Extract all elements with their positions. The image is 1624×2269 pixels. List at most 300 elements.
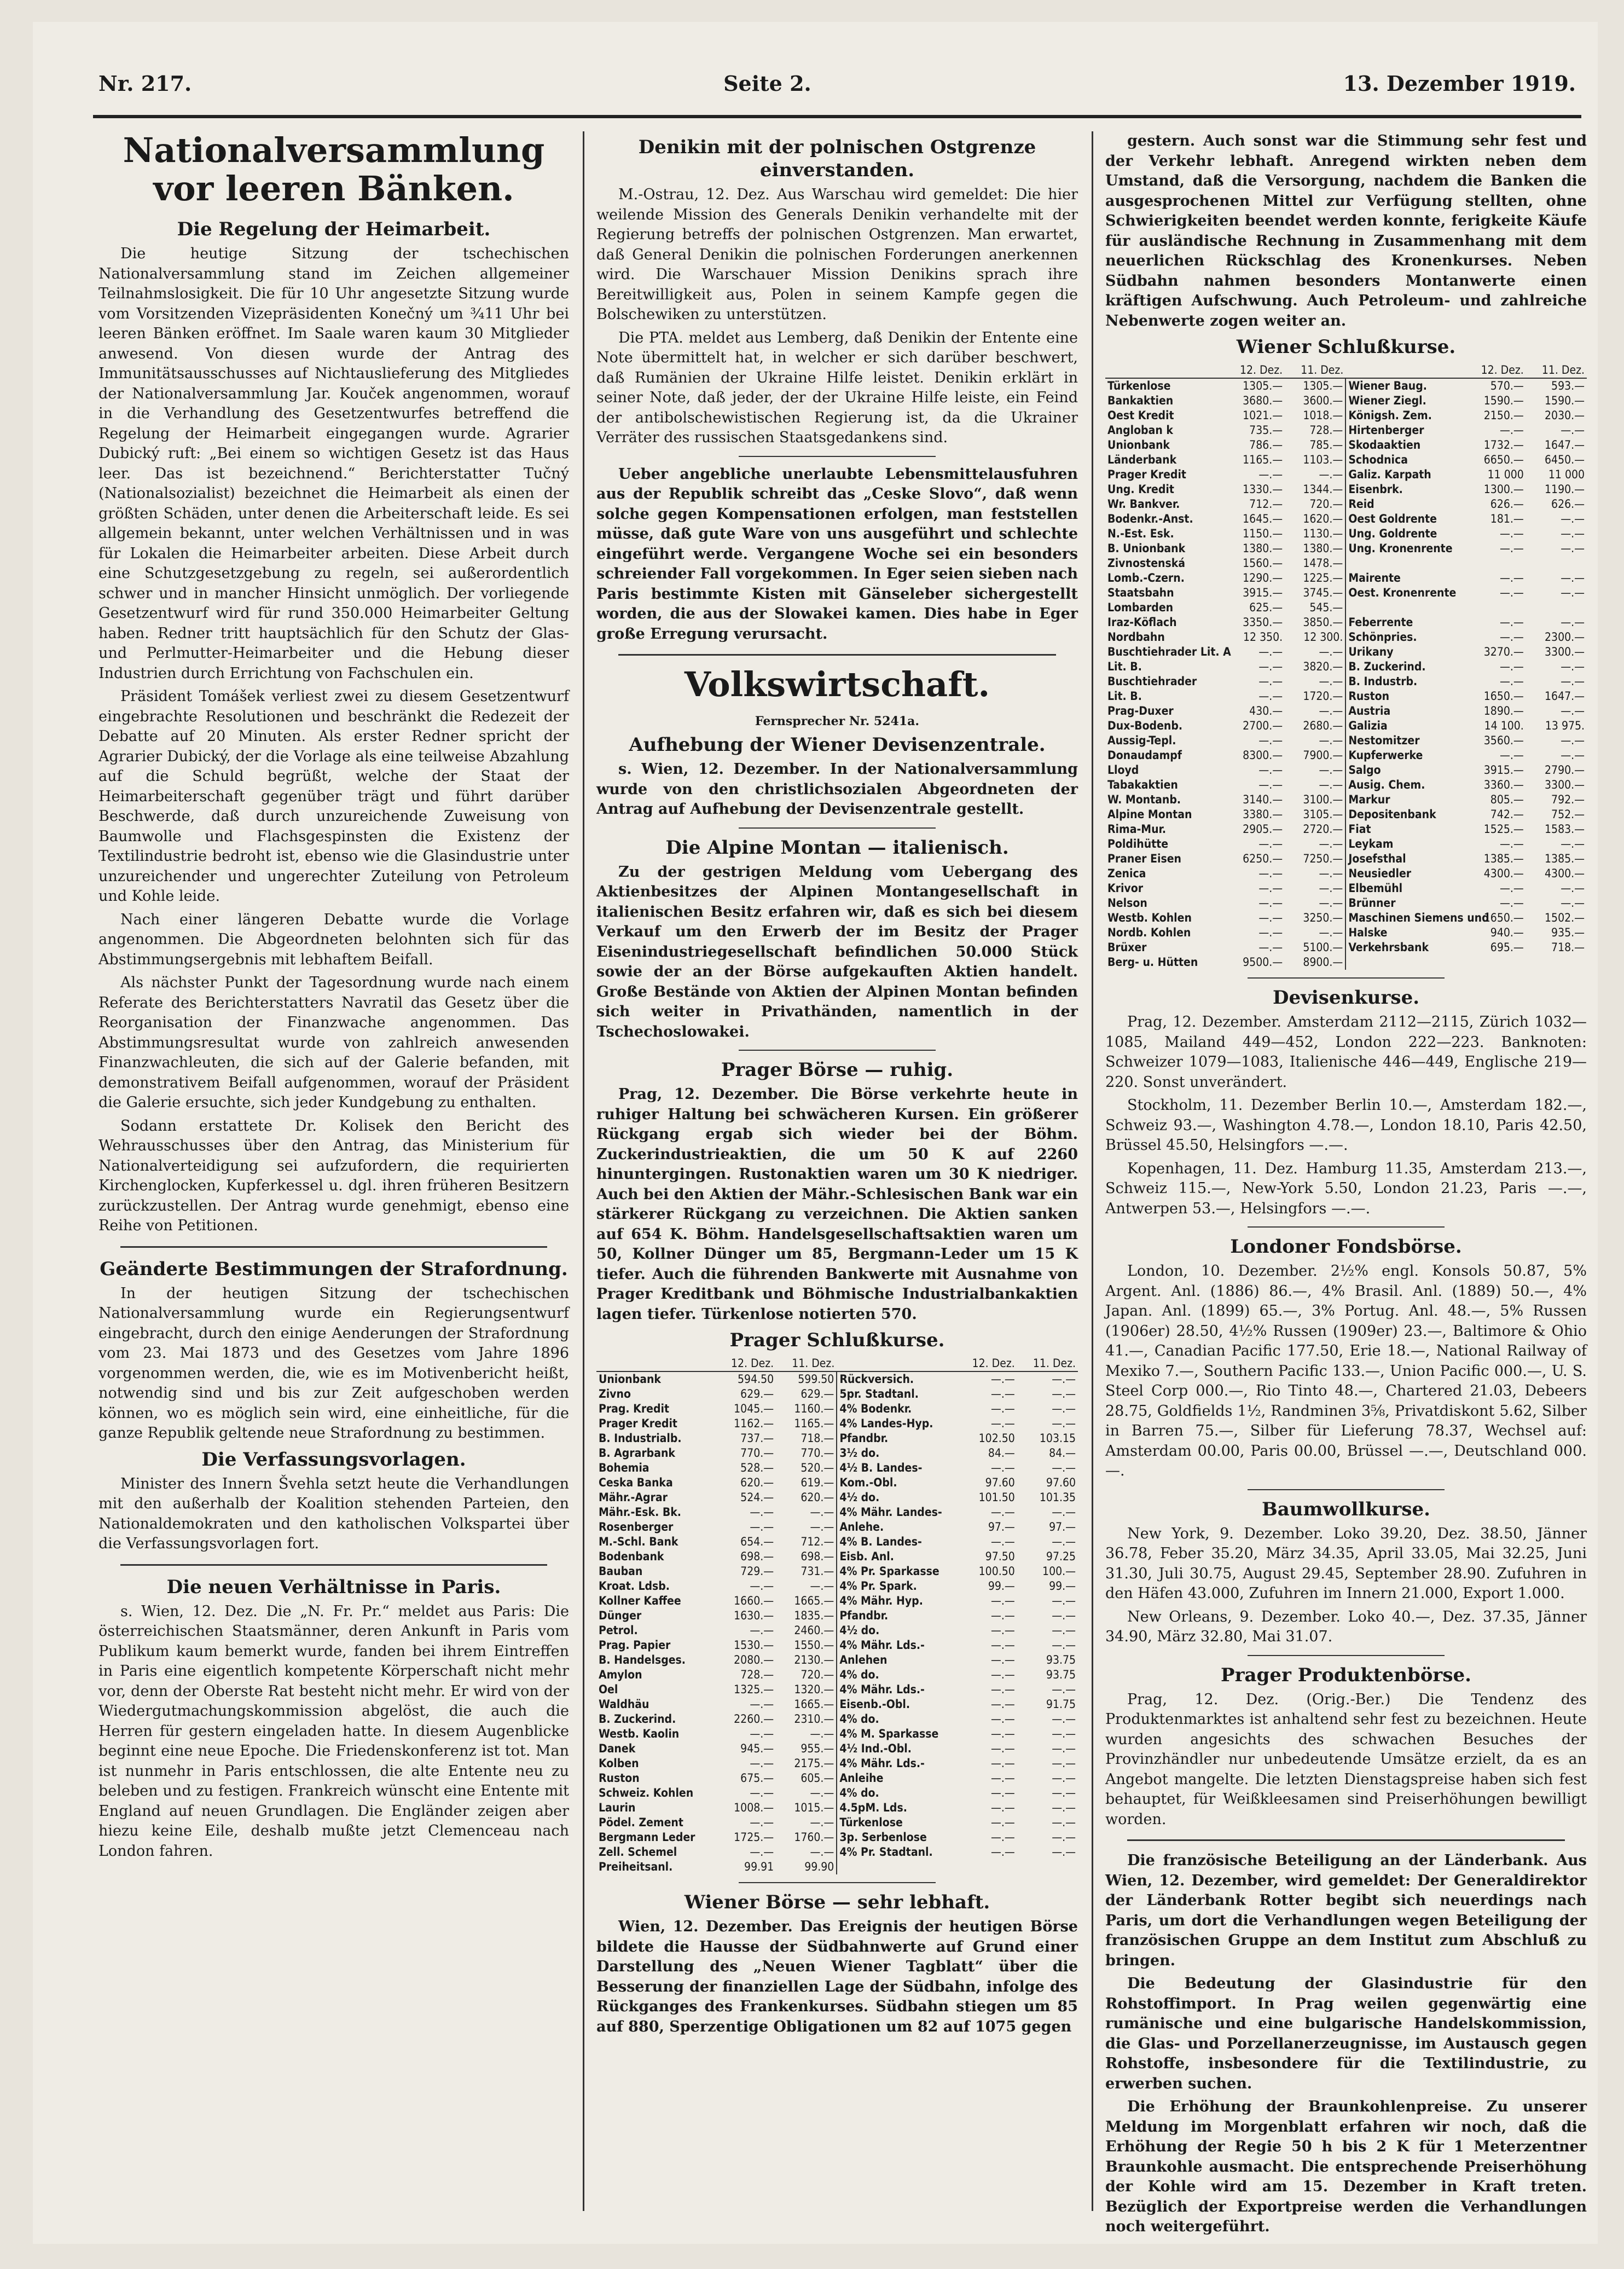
table-cell: 3850.— [1303,616,1343,629]
table-cell: —.— [1052,1609,1076,1622]
table-cell: —.— [1052,1373,1076,1386]
article-body [1105,131,1587,331]
table-cell: —.— [1052,1387,1076,1400]
table-cell: Schodnica [1345,453,1465,467]
table-cell: 4½ do. [837,1490,956,1505]
column-header: 12. Dez. [715,1356,776,1371]
table-cell: Schönpries. [1345,630,1465,645]
table-cell: 11 000 [1548,468,1585,481]
table-cell: Krivor [1107,882,1144,895]
table-cell: Oel [599,1683,618,1696]
table-cell: —.— [750,1845,774,1859]
table-cell: —.— [750,1624,774,1637]
table-row [596,1594,1078,1608]
article-body [596,465,1078,645]
table-cell: Schweiz. Kohlen [599,1786,694,1799]
table-row [1105,778,1587,792]
table-cell: Aussig-Tepl. [1107,734,1176,747]
table-cell: 770.— [801,1446,834,1460]
table-cell: —.— [1499,527,1524,540]
table-cell: —.— [990,1653,1015,1666]
table-cell: Ung. Goldrente [1345,526,1465,541]
table-cell: 1630.— [734,1609,774,1622]
article-body [98,1284,569,1444]
table-cell: 2310.— [794,1712,834,1726]
table-cell: —.— [1499,882,1524,895]
table-cell: 625.— [1249,601,1283,614]
table-cell: Ausig. Chem. [1345,778,1465,792]
table-cell: Praner Eisen [1107,852,1181,865]
table-cell: 786.— [1249,438,1283,452]
table-cell [1526,600,1587,615]
table-cell: Wiener Ziegl. [1345,393,1465,408]
table-cell [837,1860,956,1874]
table-cell: —.— [750,1520,774,1533]
table-cell: Preiheitsanl. [599,1860,673,1873]
table-title: Wiener Schlußkurse. [1236,336,1456,358]
article-body [596,863,1078,1043]
column-divider-2 [1092,131,1093,2211]
table-row [596,1505,1078,1520]
table-cell: 3380.— [1243,808,1283,821]
paragraph: Die Erhöhung der Braunkohlenpreise. Zu unserer Meldung im Morgenblatt erfahren wir noch, daß die Erhöhung der Regie 50 h bis 2 K für 1 Meterzentner Braunkohle ausmacht. Die entsprechende Preiserhöhung der Kohle wird am 15. Dezember in Kraft treten. Bezüglich der Exportpreise werden die Verhandlungen noch weitergeführt. [1105,2098,1587,2235]
table-cell: —.— [810,1579,834,1593]
table-cell: 712.— [1249,497,1283,511]
table-row [596,1830,1078,1845]
table-cell: Bankaktien [1107,394,1174,407]
table-cell: 945.— [740,1742,774,1755]
table-cell: Ruston [1345,689,1465,704]
article-body [596,1085,1078,1324]
table-row [1105,615,1587,630]
table-cell: Lloyd [1107,763,1139,777]
table-cell: Maschinen Siemens und [1345,911,1465,925]
table-cell: 2460.— [794,1624,834,1637]
table-cell: 1305.— [1243,379,1283,392]
separator [739,827,936,829]
masthead-rule [93,115,1581,118]
table-row [1105,497,1587,512]
table-cell: 3300.— [1545,645,1585,658]
table-cell: 14 100. [1484,719,1524,732]
table-cell: 737.— [740,1432,774,1445]
table-cell [1345,955,1465,970]
table-cell: 12 300. [1303,630,1343,644]
article-title: Londoner Fondsbörse. [1230,1236,1462,1258]
table-cell: —.— [1319,704,1343,717]
table-cell: 4.5pM. Lds. [837,1801,956,1815]
table-cell: —.— [750,1786,774,1799]
table-cell: —.— [750,1816,774,1829]
separator [739,456,936,457]
table-cell: 6450.— [1545,453,1585,466]
table-cell: —.— [990,1772,1015,1785]
table-cell: Neusiedler [1345,866,1465,881]
table-cell: Depositenbank [1345,807,1465,822]
table-cell: Bergmann Leder [599,1831,695,1844]
paragraph: M.-Ostrau, 12. Dez. Aus Warschau wird gemeldet: Die hier weilende Mission des Generals Denikin verhandelte mit der Regierung betreffs der polnischen Ostgrenzen. Man erwartet, daß General Denikin die polnischen Forderungen anerkennen wird. Die Warschauer Mission Denikins sprach ihre Bereitwilligkeit aus, Polen in seinem Kampfe gegen die Bolschewiken zu unterstützen. [596,186,1078,323]
article-body [1105,1690,1587,1830]
table-cell: 728.— [1309,424,1343,437]
table-cell: —.— [1052,1402,1076,1415]
table-cell: —.— [990,1373,1015,1386]
table-cell: 1305.— [1303,379,1343,392]
table-cell: B. Industrb. [1345,674,1465,689]
table-row [1105,674,1587,689]
table-cell: Unionbank [599,1373,661,1386]
table-cell: 1325.— [734,1683,774,1696]
table-cell: 1645.— [1243,512,1283,525]
table-cell: 1583.— [1545,823,1585,836]
table-row [596,1416,1078,1431]
article-title: Aufhebung der Wiener Devisenzentrale. [629,734,1046,756]
table-cell: 2130.— [794,1653,834,1666]
table-row [1105,408,1587,423]
table-cell: 102.50 [978,1432,1015,1445]
paragraph: Prag, 12. Dez. (Orig.-Ber.) Die Tendenz des Produktenmarktes ist anhaltend sehr fest zu bezeichnen. Heute wurden angesichts des schwachen Besuches der Provinzhändler nur unbedeutende Umsätze erzielt, da es an Angebot mangelte. Die letzten Dienstagspreise haben sich fest behauptet, für Weißkleesamen sind Preiserhöhungen bewilligt worden. [1105,1691,1587,1828]
table-cell: 3360.— [1483,778,1524,791]
table-cell: 1647.— [1545,690,1585,703]
table-cell: —.— [810,1786,834,1799]
paragraph: London, 10. Dezember. 2½% engl. Konsols 50.87, 5% Argent. Anl. (1886) 86.—, 4% Brasil. Anl. (1889) 50.—, 4% Japan. Anl. (1899) 65.—, 3% Portug. Anl. 48.—, 5% Russen (1906er) 28.50, 4½% Russen (1909er) 23.—, Baltimore & Ohio 41.—, Canadian Pacific 177.50, Erie 18.—, National Railway of Mexiko 7.—, Southern Pacific 133.—, Union Pacific 000.—, U. S. Steel Corp 000.—, Rio Tinto 48.—, Chartered 21.03, Debeers 28.75, Goldfields 1½, Randminen 3⅝, Privatdiskont 5.62, Silber in Barren 75.—, Silber für Lieferung 78.37, Wechsel auf: Amsterdam 00.00, Paris 00.00, Brüssel —.—, Deutschland 000.—. [1105,1263,1587,1479]
table-cell: 100.50 [978,1565,1015,1578]
table-cell: —.— [990,1668,1015,1681]
table-row [1105,630,1587,645]
table-cell: Unionbank [1107,438,1170,452]
table-cell: 13 975. [1545,719,1585,732]
table-cell: Elbemühl [1345,881,1465,896]
table-row [1105,586,1587,600]
table-cell: Nelson [1107,896,1147,910]
table-row [596,1653,1078,1668]
table-cell: Nordbahn [1107,630,1165,644]
table-cell: —.— [750,1579,774,1593]
table-cell: 620.— [740,1476,774,1489]
table-cell: 4% Pr. Sparkasse [837,1564,956,1579]
table-row [596,1475,1078,1490]
table-cell: 9500.— [1243,956,1283,969]
table-cell: —.— [1561,837,1585,850]
table-cell: Donaudampf [1107,749,1182,762]
column-1 [98,131,569,2222]
table-cell: —.— [1561,704,1585,717]
table-row [596,1860,1078,1874]
table-cell: Danek [599,1742,636,1755]
table-row [1105,763,1587,778]
table-cell: —.— [750,1757,774,1770]
separator [1248,1226,1445,1228]
table-cell: 3250.— [1303,911,1343,924]
table-cell: 1530.— [734,1639,774,1652]
table-cell: —.— [1319,675,1343,688]
table-title: Prager Schlußkurse. [729,1329,945,1351]
table-row [596,1712,1078,1727]
table-row [596,1815,1078,1830]
table-cell: —.— [1258,660,1283,673]
table-row [596,1845,1078,1860]
table-cell: 1165.— [794,1417,834,1430]
table-cell: 12 350. [1243,630,1283,644]
table-row [1105,733,1587,748]
table-cell [1465,600,1526,615]
table-cell: Petrol. [599,1624,638,1637]
paragraph: Stockholm, 11. Dezember Berlin 10.—, Amsterdam 182.—, Schweiz 93.—, Washington 4.78.—, London 18.10, Paris 42.50, Brüssel 45.50, Helsingfors —.—. [1105,1097,1587,1154]
table-cell: Kroat. Ldsb. [599,1579,670,1593]
table-cell: —.— [1258,926,1283,939]
table-cell: Reid [1345,497,1465,512]
column-header [837,1356,956,1371]
table-cell: 3p. Serbenlose [837,1830,956,1845]
table-cell: Lomb.-Czern. [1107,571,1185,584]
table-cell: Bohemia [599,1461,649,1474]
table-row [1105,600,1587,615]
table-cell: —.— [750,1698,774,1711]
section-phone: Fernsprecher Nr. 5241a. [755,714,920,728]
column-header: 11. Dez. [776,1356,837,1371]
table-cell: Prager Kredit [1107,468,1186,481]
table-row [1105,955,1587,970]
table-cell: —.— [990,1757,1015,1770]
table-cell [1465,556,1526,571]
table-row [596,1697,1078,1712]
column-header: 11. Dez. [1526,363,1587,378]
column-divider-1 [583,131,584,2211]
table-cell: 605.— [801,1772,834,1785]
table-row [596,1549,1078,1564]
table-row [1105,911,1587,925]
table-cell: Mähr.-Agrar [599,1491,668,1504]
table-cell: 720.— [1309,497,1343,511]
table-cell: —.— [1561,660,1585,673]
table-row [1105,541,1587,556]
table-cell: —.— [810,1816,834,1829]
paragraph: s. Wien, 12. Dezember. In der Nationalversammlung wurde von den christlichsozialen Abgeordneten der Antrag auf Aufhebung der Devisenzentrale gestellt. [596,761,1078,818]
table-cell: —.— [1052,1845,1076,1859]
column-header: 12. Dez. [1465,363,1526,378]
table-cell: —.— [1561,882,1585,895]
table-cell: —.— [990,1594,1015,1607]
table-cell: B. Unionbank [1107,542,1186,555]
table-cell: B. Agrarbank [599,1446,675,1460]
table-cell: —.— [1052,1535,1076,1548]
table-cell: 1665.— [794,1698,834,1711]
table-cell: —.— [1052,1624,1076,1637]
table-cell: 1190.— [1545,483,1585,496]
table-cell: 1525.— [1483,823,1524,836]
article-body [1105,1851,1587,2237]
paragraph: Die Bedeutung der Glasindustrie für den Rohstoffimport. In Prag weilen gegenwärtig eine rumänische und eine bulgarische Handelskommission, die Glas- und Porzellanerzeugnisse, im Austausch gegen Rohstoffe, insbesondere für die Textilindustrie, zu erwerben suchen. [1105,1975,1587,2092]
table-cell: Eisenbrk. [1345,482,1465,497]
table-cell: —.— [990,1387,1015,1400]
article-title: Die neuen Verhältnisse in Paris. [166,1576,501,1598]
table-cell: Poldihütte [1107,837,1169,850]
table-row [596,1461,1078,1475]
table-cell: 524.— [740,1491,774,1504]
table-cell: 8900.— [1303,956,1343,969]
table-cell: Eisb. Anl. [837,1549,956,1564]
table-cell: 718.— [801,1432,834,1445]
table-cell: Oest. Kronenrente [1345,586,1465,600]
table-cell: —.— [1561,675,1585,688]
table-row [596,1490,1078,1505]
article-body [596,185,1078,448]
table-cell: —.— [1258,882,1283,895]
masthead [98,71,1576,104]
table-cell: 100.— [1042,1565,1076,1578]
table-cell: Prager Kredit [599,1417,677,1430]
table-cell: 1045.— [734,1402,774,1415]
table-cell: Salgo [1345,763,1465,778]
column-header: 11. Dez. [1285,363,1345,378]
table-cell: Kollner Kaffee [599,1594,681,1607]
table-cell: —.— [1258,896,1283,910]
table-cell: 6650.— [1483,453,1524,466]
separator [739,1882,936,1883]
table-cell: —.— [1258,690,1283,703]
table-cell: 728.— [740,1668,774,1681]
table-cell: 1732.— [1483,438,1524,452]
table-cell: 718.— [1551,941,1585,954]
table-cell: 97.25 [1046,1550,1076,1563]
table-cell: 594.50 [738,1373,774,1386]
table-cell: 97.60 [985,1476,1015,1489]
table-cell: —.— [1561,586,1585,599]
table-cell: 4% do. [837,1668,956,1682]
table-cell: 4300.— [1483,867,1524,880]
article-body [98,244,569,1236]
paragraph: Die heutige Sitzung der tschechischen Nationalversammlung stand im Zeichen allgemeiner Teilnahmslosigkeit. Die für 10 Uhr angesetzte Sitzung wurde vom Vorsitzenden Vizepräsidenten Konečný um ¾11 Uhr bei leeren Bänken eröffnet. Im Saale waren kaum 30 Mitglieder anwesend. Von diesen wurde der Antrag des Immunitätsausschusses auf Nichtauslieferung des Mitgliedes der Nationalversammlung Jar. Kouček angenommen, worauf in die Verhandlung des Gesetzentwurfes betreffend die Regelung der Heimarbeit eingegangen wurde. Agrarier Dubický ruft: „Bei einem so wichtigen Gesetz ist das Haus leer. Das ist bezeichnend.“ Berichterstatter Tučný (Nationalsozialist) bezeichnet die Heimarbeit als einen der größten Schäden, unter denen die Arbeiterschaft leide. Es sei allgemein bekannt, unter welchen Verhältnissen und in was für Lokalen die Heimarbeiter arbeiten. Diese Arbeit durch eine Schutzgesetzgebung zu regeln, sei außerordentlich schwer und in mancher Hinsicht unmöglich. Der vorliegende Gesetzentwurf wird für rund 350.000 Heimarbeiter Geltung haben. Redner tritt hauptsächlich für den Schutz der Glas- und Perlmutter-Heimarbeiter und die Hebung dieser Industrien durch Errichtung von Fachschulen ein. [98,245,569,682]
table-cell: 752.— [1551,808,1585,821]
table-cell: 2790.— [1545,763,1585,777]
table-row [1105,467,1587,482]
article-body [1105,1261,1587,1481]
table-cell: Anleihe [837,1771,956,1786]
table-cell: 11 000 [1487,468,1524,481]
table-cell: 785.— [1309,438,1343,452]
table-row [1105,423,1587,438]
table-cell: Ung. Kronenrente [1345,541,1465,556]
table-cell: 695.— [1490,941,1524,954]
table-cell: Hirtenberger [1345,423,1465,438]
table-cell: —.— [1319,778,1343,791]
table-cell: Alpine Montan [1107,808,1192,821]
table-cell: —.— [990,1801,1015,1814]
separator [1248,1489,1445,1490]
column-header [596,1356,715,1371]
paragraph: Prag, 12. Dezember. Amsterdam 2112—2115, Zürich 1032—1085, Mailand 449—452, London 222—223. Banknoten: Schweizer 1079—1083, Italienische 446—449, Englische 219—220. Sonst unverändert. [1105,1014,1587,1091]
table-cell: —.— [1258,941,1283,954]
table-cell: —.— [810,1520,834,1533]
table-cell: 955.— [801,1742,834,1755]
table-cell: Wiener Baug. [1345,378,1465,393]
table-cell: —.— [1561,512,1585,525]
article-title: Wiener Börse — sehr lebhaft. [684,1891,990,1913]
table-cell: Urikany [1345,645,1465,659]
table-cell: Rima-Mur. [1107,823,1167,836]
kurs-table [596,1356,1078,1874]
table-cell: 8300.— [1243,749,1283,762]
article-title: Geänderte Bestimmungen der Strafordnung. [100,1258,568,1280]
table-cell: Zenica [1107,867,1146,880]
newspaper-page [33,22,1598,2244]
table-cell: —.— [1052,1639,1076,1652]
table-row [596,1387,1078,1402]
table-cell: Tabakaktien [1107,778,1178,791]
table-cell: Zivnostenská [1107,557,1186,570]
table-cell: 1150.— [1243,527,1283,540]
table-cell: —.— [810,1727,834,1740]
table-cell: —.— [1258,645,1283,658]
table-cell: Waldhäu [599,1698,649,1711]
table-row [596,1786,1078,1801]
table-row [1105,645,1587,659]
table-cell: 2175.— [794,1757,834,1770]
table-cell: —.— [1319,763,1343,777]
table-cell: —.— [1319,926,1343,939]
table-cell: 1590.— [1545,394,1585,407]
paragraph: In der heutigen Sitzung der tschechischen Nationalversammlung wurde ein Regierungsentwurf eingebracht, durch den einige Aenderungen der Strafordnung vom 23. Mai 1873 und des Gesetzes vom Jahre 1896 vorgenommen werden, die, wie es im Motivenbericht heißt, notwendig sind und bis zur Zeit aufgeschoben werden können, wo es möglich sein wird, eine einheitliche, für die ganze Republik geltende neue Strafordnung zu bestimmen. [98,1284,569,1442]
table-cell [1345,600,1465,615]
table-cell: Eisenb.-Obl. [837,1697,956,1712]
table-cell [1465,955,1526,970]
table-cell: —.— [990,1402,1015,1415]
table-cell: —.— [1052,1742,1076,1755]
table-cell: 935.— [1551,926,1585,939]
table-cell: 3600.— [1303,394,1343,407]
table-cell: —.— [1561,424,1585,437]
table-row [1105,925,1587,940]
table-cell [1526,556,1587,571]
table-cell: —.— [990,1535,1015,1548]
table-cell: 3100.— [1303,793,1343,806]
paragraph: Prag, 12. Dezember. Die Börse verkehrte heute in ruhiger Haltung bei schwächeren Kursen. Ein größerer Rückgang ergab sich wieder bei der Böhm. Zuckerindustrieaktien, die um 50 K auf 2260 hinuntergingen. Rustonaktien waren um 30 K niedriger. Auch bei den Aktien der Mähr.-Schlesischen Bank war ein stärkerer Rückgang zu verzeichnen. Die Aktien sanken auf 654 K. Böhm. Handelsgesellschaftsaktien waren um 50, Kollner Dünger um 85, Bergmann-Leder um 15 K tiefer. Auch die führenden Bankwerte mit Ausnahme von Prager Kreditbank und Böhmische Industrialbankaktien lagen tiefer. Türkenlose notierten 570. [596,1086,1078,1323]
table-row [1105,689,1587,704]
column-3 [1105,131,1587,2235]
table-cell: —.— [990,1683,1015,1696]
table-cell: 619.— [801,1476,834,1489]
table-cell: 545.— [1309,601,1343,614]
table-cell: 1620.— [1303,512,1343,525]
table-cell: —.— [1052,1757,1076,1770]
table-cell: 4% Mähr. Hyp. [837,1594,956,1608]
table-row [596,1535,1078,1549]
table-cell: Rückversich. [837,1371,956,1387]
table-cell: —.— [1052,1712,1076,1726]
article-body [98,1602,569,1862]
table-row [1105,896,1587,911]
table-cell: —.— [1052,1506,1076,1519]
paragraph: Die PTA. meldet aus Lemberg, daß Denikin der Entente eine Note übermittelt hat, in welcher er sich darüber beschwert, daß Rumänien der Ukraine Hilfe leistet. Denikin erklärt in seiner Note, daß jeder, der der Ukraine Hilfe leiste, ein Feind der antibolschewistischen Regierung ist, da die Ukrainer Verräter des russischen Staatsgedankens sind. [596,329,1078,446]
table-cell: 1647.— [1545,438,1585,452]
column-header: 12. Dez. [1224,363,1285,378]
table-cell: —.— [1499,586,1524,599]
table-cell: Buschtiehrader Lit. A [1107,645,1231,658]
table-cell: Pödel. Zement [599,1816,683,1829]
table-cell: 430.— [1249,704,1283,717]
table-row [1105,526,1587,541]
table-cell: 3560.— [1483,734,1524,747]
paragraph: Kopenhagen, 11. Dez. Hamburg 11.35, Amsterdam 213.—, Schweiz 115.—, New-York 5.50, London 21.23, Paris —.—, Antwerpen 53.—, Helsingfors —.—. [1105,1160,1587,1217]
table-cell: 626.— [1551,497,1585,511]
table-cell: —.— [810,1506,834,1519]
table-cell: 3105.— [1303,808,1343,821]
table-cell: 99.91 [744,1860,774,1873]
table-cell: Prag. Papier [599,1639,671,1652]
table-cell: 1015.— [794,1801,834,1814]
table-row [1105,571,1587,586]
article-body [1105,1012,1587,1219]
table-cell: 1290.— [1243,571,1283,584]
